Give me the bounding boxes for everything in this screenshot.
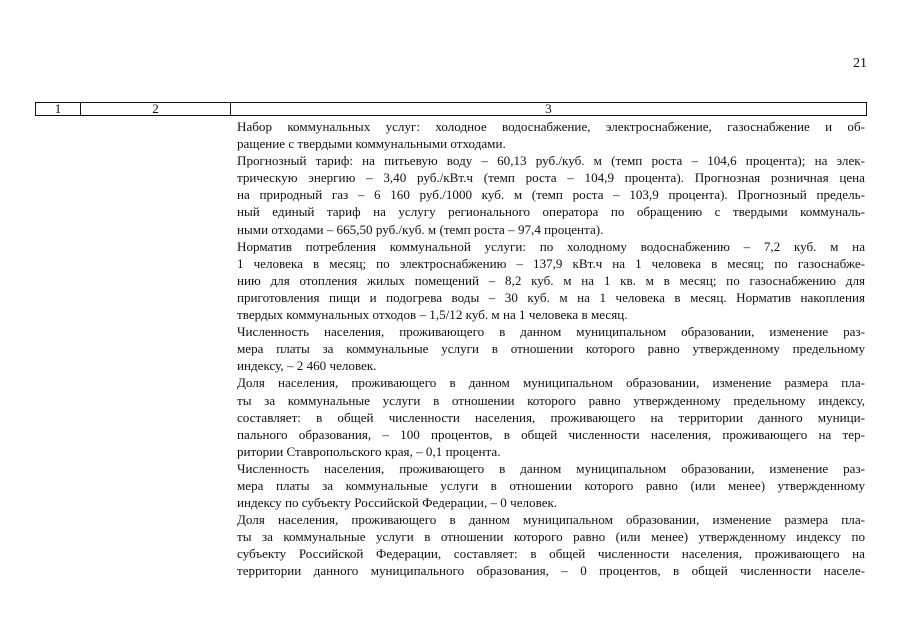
text-line: мера платы за коммунальные услуги в отношении которого равно (или менее) утвержденному: [237, 477, 865, 493]
text-line: приготовления пищи и подогрева воды – 30 куб. м на 1 человека в месяц. Норматив накопления: [237, 289, 865, 305]
document-body: [237, 118, 865, 580]
text-line: Набор коммунальных услуг: холодное водоснабжение, электроснабжение, газоснабжение и об-: [237, 119, 865, 134]
table-header-col-3: 3: [545, 101, 552, 116]
text-line: твердых коммунальных отходов – 1,5/12 куб. м на 1 человека в месяц.: [237, 307, 628, 323]
text-line: на природный газ – 6 160 руб./1000 куб. м (темп роста – 103,9 процента). Прогнозный предель-: [237, 187, 865, 203]
text-line: ритории Ставропольского края, – 0,1 процента.: [237, 443, 501, 459]
text-line: мера платы за коммунальные услуги в отношении которого равно утвержденному предельному: [237, 341, 865, 357]
text-line: Доля населения, проживающего в данном муниципальном образовании, изменение размера пла-: [237, 512, 865, 528]
text-line: Доля населения, проживающего в данном муниципальном образовании, изменение размера пла-: [237, 375, 865, 391]
paragraph: [237, 323, 865, 374]
text-line: Норматив потребления коммунальной услуги: по холодному водоснабжению – 7,2 куб. м на: [237, 238, 865, 254]
paragraph: [237, 374, 865, 459]
text-line: нию для отопления жилых помещений – 8,2 куб. м на 1 кв. м в месяц; по газоснабжению для: [237, 272, 865, 288]
paragraph: [237, 118, 865, 152]
table-header-col-2: 2: [81, 103, 231, 115]
text-line: субъекту Российской Федерации, составляет: в общей численности населения, проживающего на: [237, 546, 865, 562]
table-header-col-1: 1: [36, 103, 81, 115]
text-line: индексу, – 2 460 человек.: [237, 358, 377, 374]
paragraph: [237, 238, 865, 323]
text-line: Численность населения, проживающего в данном муниципальном образовании, изменение раз-: [237, 324, 865, 340]
text-line: пального образования, – 100 процентов, в общей численности населения, проживающего на тер-: [237, 426, 865, 442]
text-line: ты за коммунальные услуги в отношении которого равно утвержденному предельному индексу,: [237, 392, 865, 408]
page-number: 21: [853, 56, 867, 71]
text-line: ный единый тариф на услугу регионального оператора по обращению с твердыми коммуналь-: [237, 204, 865, 220]
text-line: Численность населения, проживающего в данном муниципальном образовании, изменение раз-: [237, 460, 865, 476]
text-line: индексу по субъекту Российской Федерации, – 0 человек.: [237, 495, 558, 511]
table-header-row: [35, 102, 867, 116]
paragraph: [237, 511, 865, 579]
text-line: трическую энергию – 3,40 руб./кВт.ч (темп роста – 104,9 процента). Прогнозная розничная цена: [237, 170, 865, 186]
paragraph: [237, 460, 865, 511]
text-line: составляет: в общей численности населения, проживающего на территории данного муници-: [237, 409, 865, 425]
text-line: ными отходами – 665,50 руб./куб. м (темп роста – 97,4 процента).: [237, 221, 604, 237]
text-line: ращение с твердыми коммунальными отходами.: [237, 136, 506, 152]
paragraph: [237, 152, 865, 237]
text-line: ты за коммунальные услуги в отношении которого равно (или менее) утвержденному индексу по: [237, 529, 865, 545]
text-line: Прогнозный тариф: на питьевую воду – 60,13 руб./куб. м (темп роста – 104,6 процента); на элек-: [237, 153, 865, 169]
text-line: территории данного муниципального образования, – 0 процентов, в общей численности населе-: [237, 563, 865, 579]
text-line: 1 человека в месяц; по электроснабжению – 137,9 кВт.ч на 1 человека в месяц; по газоснабже-: [237, 255, 865, 271]
